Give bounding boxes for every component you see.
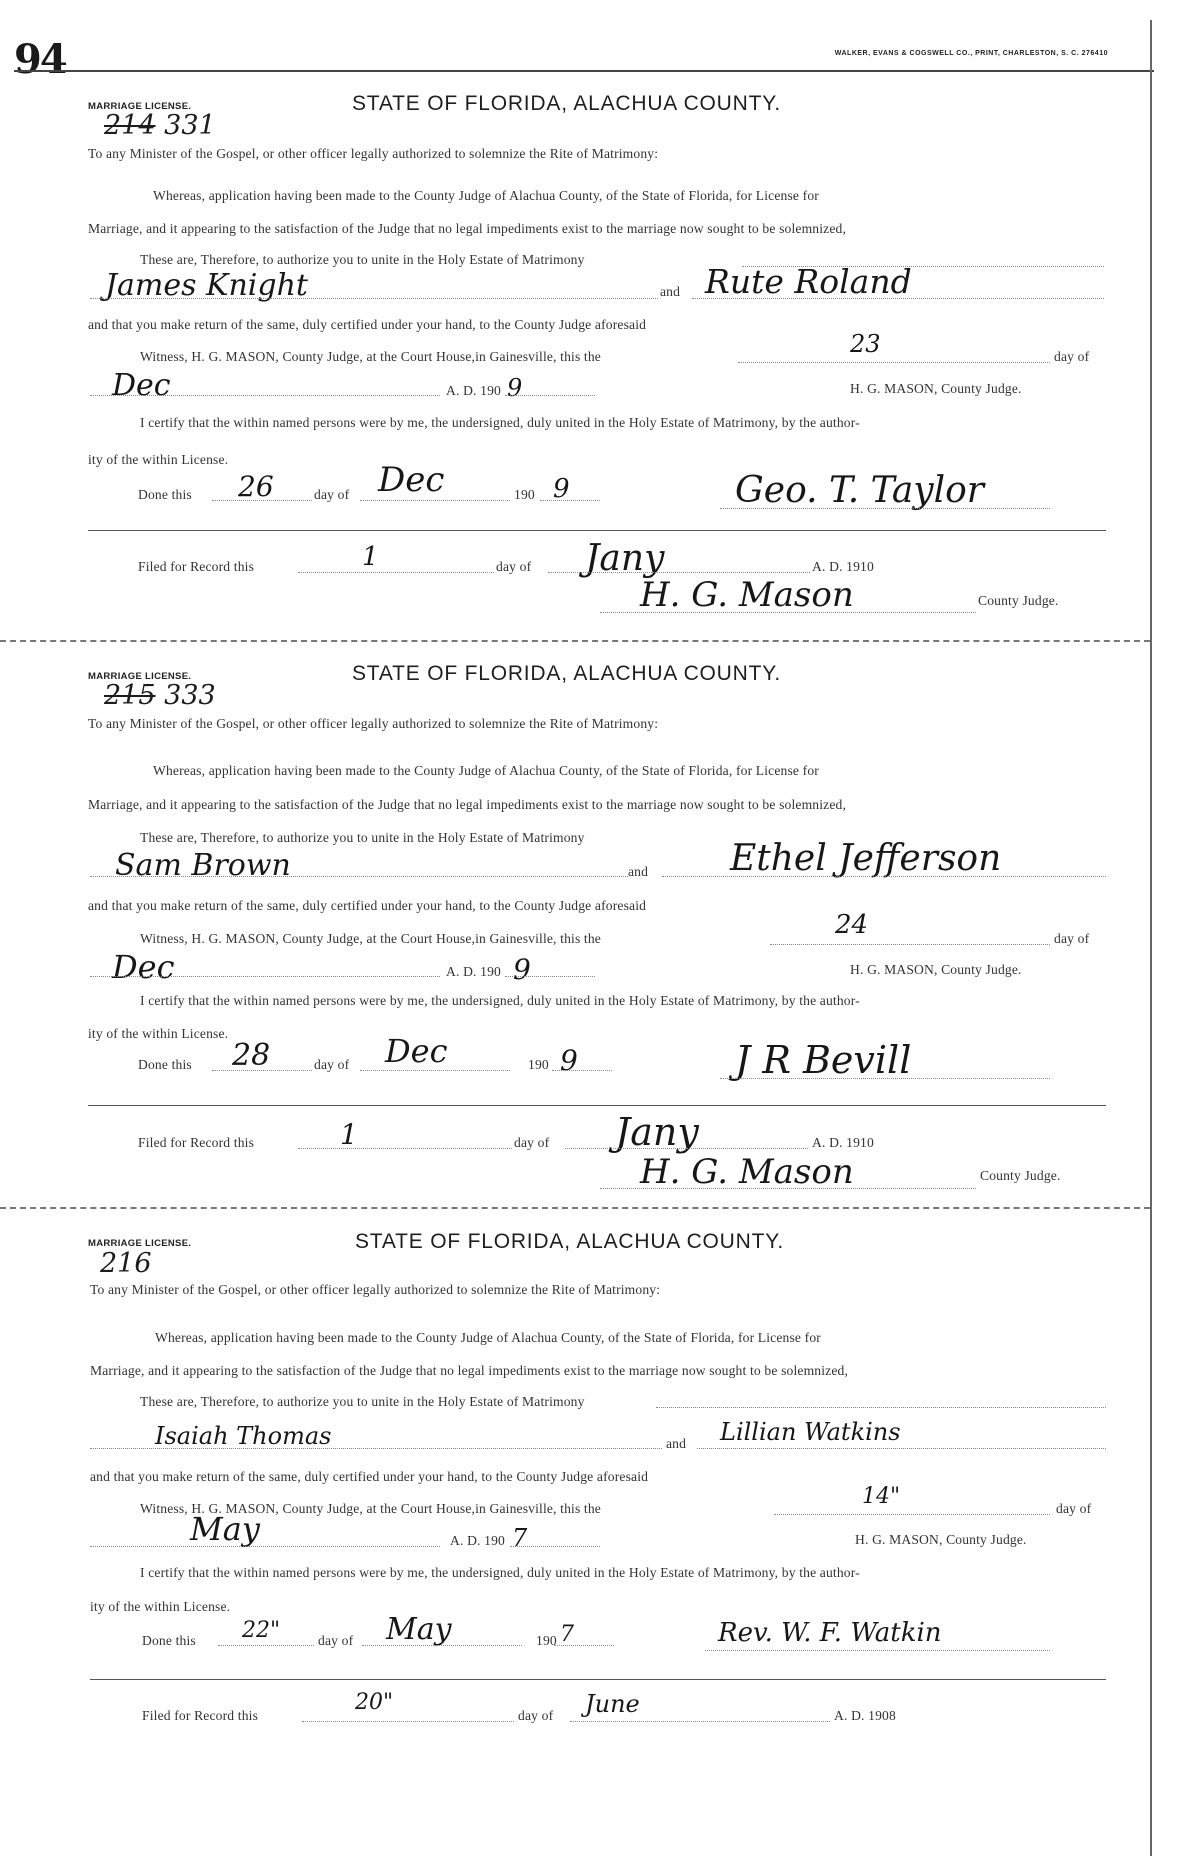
witness-year-digit: 9 — [507, 374, 523, 402]
filed-day: 1 — [340, 1118, 358, 1151]
filed-day-of-label: day of — [514, 1135, 550, 1150]
witness-line: Witness, H. G. MASON, County Judge, at the Court House,in Gainesville, this the — [140, 1501, 601, 1516]
whereas-line-1: Whereas, application having been made to the County Judge of Alachua County, of the State of Florida, for License for — [153, 188, 819, 203]
officiant-signature: Rev. W. F. Watkin — [718, 1618, 942, 1648]
filed-day-line — [302, 1721, 514, 1722]
filed-month: Jany — [615, 1110, 699, 1154]
county-judge-signature: H. G. Mason — [640, 1152, 854, 1192]
fill-line — [656, 1407, 1106, 1408]
done-year-digit: 9 — [553, 474, 570, 504]
done-day: 22" — [242, 1618, 281, 1643]
license-number-value: 331 — [164, 110, 216, 141]
filed-month: June — [585, 1690, 640, 1718]
witness-month-line — [90, 395, 440, 396]
ad-label: A. D. 190 — [446, 964, 501, 979]
done-month: May — [386, 1612, 452, 1647]
judge-signature-print: H. G. MASON, County Judge. — [850, 962, 1022, 977]
filed-month: Jany — [585, 538, 665, 579]
done-year-line — [540, 500, 600, 501]
witness-day: 14" — [862, 1484, 901, 1509]
done-day-line — [212, 500, 312, 501]
judge-sig-line — [600, 612, 976, 613]
witness-year-digit: 9 — [513, 953, 531, 986]
groom-line — [90, 1448, 662, 1449]
marriage-license-label: MARRIAGE LICENSE. — [88, 1238, 192, 1249]
bride-name: Rute Roland — [705, 262, 912, 301]
filed-month-line — [570, 1721, 830, 1722]
bride-line — [692, 298, 1104, 299]
county-judge-label: County Judge. — [978, 593, 1059, 608]
filed-day-line — [298, 1148, 512, 1149]
filed-day-of-label: day of — [518, 1708, 554, 1723]
witness-day-line — [738, 362, 1050, 363]
filed-month-line — [565, 1148, 808, 1149]
certify-line-1: I certify that the within named persons were by me, the undersigned, duly united in the Holy Estate of Matrimony, by the author- — [140, 993, 860, 1008]
top-rule — [14, 70, 1154, 72]
witness-year-line — [505, 395, 595, 396]
done-year-prefix: 190 — [514, 487, 535, 502]
done-year-line — [552, 1070, 612, 1071]
return-line: and that you make return of the same, duly certified under your hand, to the County Judge aforesaid — [90, 1469, 649, 1484]
license-heading: STATE OF FLORIDA, ALACHUA COUNTY. — [352, 662, 781, 685]
witness-line: Witness, H. G. MASON, County Judge, at the Court House,in Gainesville, this the — [140, 349, 601, 364]
license-number-value: 216 — [100, 1248, 152, 1279]
license-number-value: 333 — [164, 680, 216, 711]
witness-day-line — [774, 1514, 1050, 1515]
license-heading: STATE OF FLORIDA, ALACHUA COUNTY. — [352, 92, 781, 115]
done-year-prefix: 190 — [536, 1633, 557, 1648]
bride-name: Lillian Watkins — [720, 1418, 901, 1446]
filing-rule — [90, 1679, 1106, 1680]
done-day-of-label: day of — [314, 1057, 350, 1072]
certify-line-2: ity of the within License. — [88, 452, 229, 467]
ad-label: A. D. 190 — [446, 383, 501, 398]
page-number: 94 — [14, 36, 66, 83]
day-of-label: day of — [1054, 349, 1090, 364]
license-number-struck: 214 — [104, 110, 156, 141]
witness-month-line — [90, 1546, 440, 1547]
license-number-struck: 215 — [104, 680, 156, 711]
day-of-label: day of — [1056, 1501, 1092, 1516]
these-are-line: These are, Therefore, to authorize you to unite in the Holy Estate of Matrimony — [140, 1394, 585, 1409]
bride-line — [662, 876, 1106, 877]
record-separator — [0, 640, 1150, 642]
groom-line — [90, 298, 658, 299]
record-separator — [0, 1207, 1150, 1209]
done-this-label: Done this — [138, 487, 192, 502]
and-label: and — [628, 864, 649, 879]
these-are-line: These are, Therefore, to authorize you to unite in the Holy Estate of Matrimony — [140, 252, 585, 267]
filed-year: A. D. 1910 — [812, 1135, 874, 1150]
witness-day: 24 — [835, 910, 869, 940]
judge-signature-print: H. G. MASON, County Judge. — [855, 1532, 1027, 1547]
filed-day-line — [298, 572, 494, 573]
filed-month-line — [548, 572, 810, 573]
certify-line-1: I certify that the within named persons were by me, the undersigned, duly united in the Holy Estate of Matrimony, by the author- — [140, 415, 860, 430]
done-year-prefix: 190 — [528, 1057, 549, 1072]
witness-month: Dec — [112, 368, 171, 403]
county-judge-label: County Judge. — [980, 1168, 1061, 1183]
filed-day: 20" — [355, 1690, 394, 1715]
done-month-line — [360, 1070, 510, 1071]
and-label: and — [666, 1436, 687, 1451]
officiant-line — [720, 508, 1050, 509]
judge-sig-line — [600, 1188, 976, 1189]
witness-year-digit: 7 — [512, 1524, 528, 1552]
license-number — [104, 110, 216, 141]
certify-line-2: ity of the within License. — [90, 1599, 231, 1614]
filed-year: A. D. 1910 — [812, 559, 874, 574]
done-day-of-label: day of — [318, 1633, 354, 1648]
witness-month: May — [190, 1510, 260, 1548]
done-year-digit: 9 — [560, 1044, 578, 1077]
groom-name: Isaiah Thomas — [155, 1422, 332, 1450]
whereas-line-1: Whereas, application having been made to the County Judge of Alachua County, of the State of Florida, for License for — [153, 763, 819, 778]
ad-label: A. D. 190 — [450, 1533, 505, 1548]
and-label: and — [660, 284, 681, 299]
done-year-digit: 7 — [560, 1622, 574, 1647]
return-line: and that you make return of the same, duly certified under your hand, to the County Judge aforesaid — [88, 898, 647, 913]
officiant-signature: J R Bevill — [735, 1038, 912, 1082]
witness-day: 23 — [850, 330, 881, 358]
done-month-line — [360, 500, 510, 501]
whereas-line-2: Marriage, and it appearing to the satisfaction of the Judge that no legal impediments exist to the marriage now sought to be solemnized, — [88, 797, 847, 812]
witness-line: Witness, H. G. MASON, County Judge, at the Court House,in Gainesville, this the — [140, 931, 601, 946]
done-month-line — [362, 1645, 522, 1646]
filed-label: Filed for Record this — [138, 559, 255, 574]
bride-name: Ethel Jefferson — [730, 838, 1002, 879]
filed-label: Filed for Record this — [142, 1708, 259, 1723]
groom-line — [90, 876, 628, 877]
witness-year-line — [510, 1546, 600, 1547]
filed-day-of-label: day of — [496, 559, 532, 574]
witness-month: Dec — [112, 948, 175, 986]
groom-name: James Knight — [105, 268, 308, 303]
license-number — [104, 680, 216, 711]
done-day-line — [212, 1070, 312, 1071]
address-line: To any Minister of the Gospel, or other officer legally authorized to solemnize the Rite of Matrimony: — [90, 1282, 661, 1297]
witness-month-line — [90, 976, 440, 977]
witness-day-line — [770, 944, 1050, 945]
marriage-license-label: MARRIAGE LICENSE. — [88, 101, 192, 112]
day-of-label: day of — [1054, 931, 1090, 946]
right-margin-line — [1150, 20, 1152, 1856]
done-day: 28 — [232, 1038, 271, 1073]
county-judge-signature: H. G. Mason — [640, 575, 854, 615]
done-this-label: Done this — [142, 1633, 196, 1648]
officiant-line — [705, 1650, 1050, 1651]
witness-year-line — [505, 976, 595, 977]
officiant-line — [720, 1078, 1050, 1079]
judge-signature-print: H. G. MASON, County Judge. — [850, 381, 1022, 396]
filing-rule — [88, 1105, 1106, 1106]
done-month: Dec — [385, 1032, 448, 1070]
printer-imprint: WALKER, EVANS & COGSWELL CO., PRINT, CHARLESTON, S. C. 276410 — [834, 50, 1108, 57]
groom-name: Sam Brown — [115, 848, 291, 883]
done-day-of-label: day of — [314, 487, 350, 502]
done-month: Dec — [378, 460, 445, 500]
done-day: 26 — [238, 470, 274, 503]
filing-rule — [88, 530, 1106, 531]
officiant-signature: Geo. T. Taylor — [735, 470, 985, 511]
whereas-line-2: Marriage, and it appearing to the satisfaction of the Judge that no legal impediments exist to the marriage now sought to be solemnized, — [88, 221, 847, 236]
filed-day: 1 — [362, 542, 379, 572]
license-number — [100, 1248, 152, 1279]
address-line: To any Minister of the Gospel, or other officer legally authorized to solemnize the Rite of Matrimony: — [88, 716, 659, 731]
address-line: To any Minister of the Gospel, or other officer legally authorized to solemnize the Rite of Matrimony: — [88, 146, 659, 161]
filed-label: Filed for Record this — [138, 1135, 255, 1150]
done-this-label: Done this — [138, 1057, 192, 1072]
done-year-line — [554, 1645, 614, 1646]
filed-year: A. D. 1908 — [834, 1708, 896, 1723]
license-heading: STATE OF FLORIDA, ALACHUA COUNTY. — [355, 1230, 784, 1253]
whereas-line-2: Marriage, and it appearing to the satisfaction of the Judge that no legal impediments exist to the marriage now sought to be solemnized, — [90, 1363, 849, 1378]
whereas-line-1: Whereas, application having been made to the County Judge of Alachua County, of the State of Florida, for License for — [155, 1330, 821, 1345]
done-day-line — [218, 1645, 314, 1646]
return-line: and that you make return of the same, duly certified under your hand, to the County Judge aforesaid — [88, 317, 647, 332]
certify-line-1: I certify that the within named persons were by me, the undersigned, duly united in the Holy Estate of Matrimony, by the author- — [140, 1565, 860, 1580]
these-are-line: These are, Therefore, to authorize you to unite in the Holy Estate of Matrimony — [140, 830, 585, 845]
certify-line-2: ity of the within License. — [88, 1026, 229, 1041]
marriage-license-label: MARRIAGE LICENSE. — [88, 671, 192, 682]
bride-line — [697, 1448, 1106, 1449]
